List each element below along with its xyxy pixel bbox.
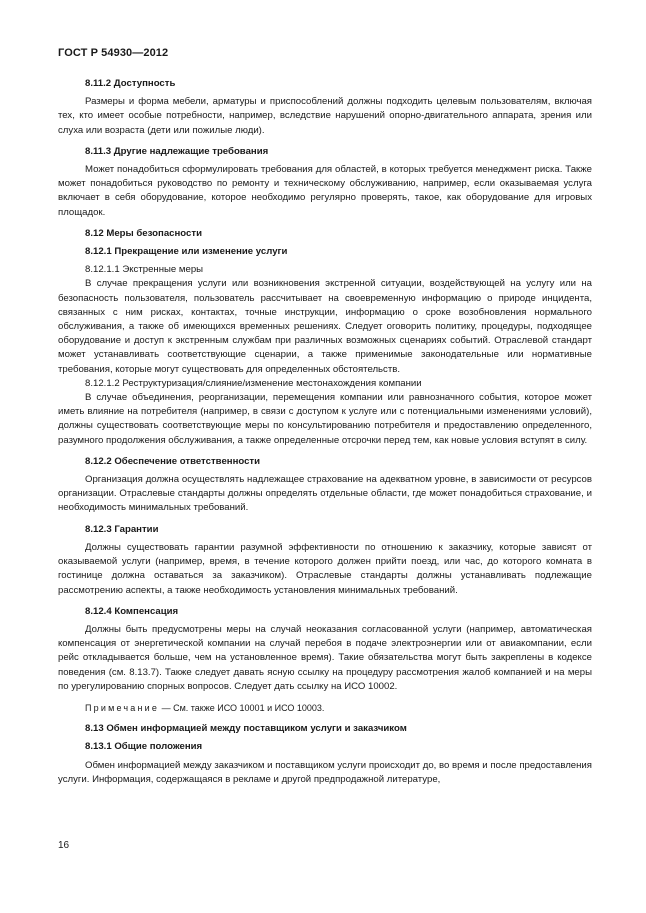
- heading-8-11-2: 8.11.2 Доступность: [85, 78, 176, 89]
- heading-8-12-1: 8.12.1 Прекращение или изменение услуги: [85, 246, 288, 258]
- paragraph: В случае прекращения услуги или возникновения экстренной ситуации, воздействующей на услугу или на безопасность пользователя, пользователь рассчитывает на своевременную информацию о природе инцидента, связанных с ним рисках, контактах, точные инструкции, информацию о сроке возобновления нормального обслуживания, а также об имеющихся временных решениях. Следует оговорить политику, процедуры, подходящее оборудование и доступ к экстренным службам при различных возможных сценариях событий. Отраслевой стандарт может устанавливать соответствующие сценарии, а также применимые законодательные или нормативные требования, которые могут существовать для определенных обстоятельств.: [58, 278, 592, 375]
- heading-8-12-2: 8.12.2 Обеспечение ответственности: [85, 455, 261, 467]
- subheading-8-12-1-2: 8.12.1.2 Реструктуризация/слияние/изменение местонахождения компании: [85, 377, 422, 389]
- paragraph: Может понадобиться сформулировать требования для областей, в которых требуется менеджмент риска. Также может понадобиться руководство по ремонту и техническому обслуживанию, например, если оказываемая услуга включает в себя оборудование, которое необходимо регулярно проверять, такое, как оборудование для игровых площадок.: [58, 164, 592, 218]
- heading-8-12-3: 8.12.3 Гарантии: [85, 523, 159, 535]
- subheading-8-12-1-1: 8.12.1.1 Экстренные меры: [85, 264, 204, 276]
- heading-8-12: 8.12 Меры безопасности: [85, 227, 202, 239]
- document-header: ГОСТ Р 54930—2012: [58, 47, 169, 59]
- heading-8-13: 8.13 Обмен информацией между поставщиком услуги и заказчиком: [85, 723, 407, 735]
- paragraph: Обмен информацией между заказчиком и поставщиком услуги происходит до, во время и после предоставления услуги. Информация, содержащаяся в рекламе и другой предпродажной литературе,: [58, 759, 592, 785]
- heading-8-13-1: 8.13.1 Общие положения: [85, 741, 203, 753]
- heading-8-12-4: 8.12.4 Компенсация: [85, 605, 179, 617]
- heading-8-11-3: 8.11.3 Другие надлежащие требования: [85, 145, 269, 157]
- document-body: [58, 77, 592, 794]
- paragraph: Размеры и форма мебели, арматуры и приспособлений должны подходить целевым пользователям, включая тех, кто имеет особые потребности, например, вследствие нарушений опорно-двигательного аппарата, зрения или слуха или возраста (дети или пожилые люди).: [58, 96, 592, 136]
- note-label: Примечание: [85, 702, 160, 713]
- note-text: — См. также ИСО 10001 и ИСО 10003.: [159, 702, 325, 713]
- note: [85, 701, 592, 715]
- paragraph: В случае объединения, реорганизации, перемещения компании или равнозначного события, которое может иметь влияние на потребителя (например, в связи с доступом к услуге или с потенциальными изменениями условий), должны существовать соответствующие меры по консультированию потребителя и предоставлению определенного, разумного продолжения обслуживания, а также определенные отсрочки перед тем, как новые условия вступят в силу.: [58, 392, 592, 446]
- page-number: 16: [58, 840, 70, 851]
- paragraph: Должны существовать гарантии разумной эффективности по отношению к заказчику, которые зависят от оказываемой услуги (например, время, в течение которого должен прийти поезд, или час, до которого комната в гостинице должна оставаться за заказчиком). Отраслевые стандарты должны устанавливать подлежащие рассмотрению аспекты, а также необходимость установления минимальных требований.: [58, 541, 592, 596]
- paragraph: Организация должна осуществлять надлежащее страхование на адекватном уровне, в зависимости от ресурсов организации. Отраслевые стандарты должны определять отдельные области, где может понадобиться страхование, и необходимость минимальных требований.: [58, 474, 592, 514]
- paragraph: Должны быть предусмотрены меры на случай неоказания согласованной услуги (например, автоматическая компенсация от энергетической компании на случай перебоя в подаче электроэнергии или от авиакомпании, если рейс откладывается больше, чем на установленное время). Такие обязательства могут быть закреплены в кодексе поведения (см. 8.13.7). Также следует давать ясную ссылку на процедуру рассмотрения жалоб компанией и на меры по урегулированию спорных вопросов. Следует дать ссылку на ИСО 10002.: [58, 623, 592, 692]
